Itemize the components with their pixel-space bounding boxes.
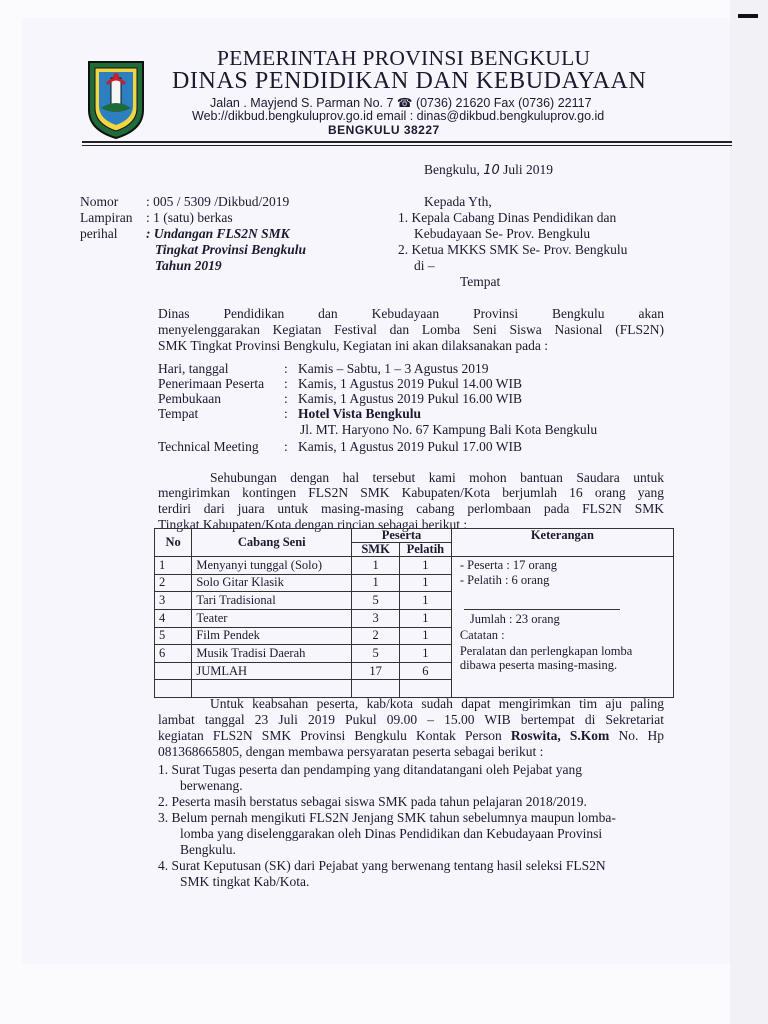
schedule-label-5: Technical Meeting bbox=[158, 439, 259, 454]
th-pelatih: Pelatih bbox=[399, 543, 451, 557]
schedule-label-2: Penerimaan Peserta bbox=[158, 376, 265, 391]
ket-jumlah: Jumlah : 23 orang bbox=[469, 612, 560, 626]
row-pelatih: 1 bbox=[399, 609, 451, 627]
row-pelatih: 1 bbox=[399, 592, 451, 610]
para3-line-2: lambat tanggal 23 Juli 2019 Pukul 09.00 – 15.00 WIB bertempat di Sekretariat bbox=[158, 712, 664, 727]
requirement-4: 4. Surat Keputusan (SK) dari Pejabat yang berwenang tentang hasil seleksi FLS2N bbox=[158, 858, 606, 873]
letterhead-rule-thin bbox=[82, 145, 732, 146]
requirement-4b: SMK tingkat Kab/Kota. bbox=[180, 874, 310, 889]
letterhead-rule bbox=[82, 141, 732, 143]
schedule-value-2: Kamis, 1 Agustus 2019 Pukul 14.00 WIB bbox=[298, 376, 523, 391]
total-label: JUMLAH bbox=[192, 662, 352, 680]
perihal-value-3: Tahun 2019 bbox=[155, 258, 222, 273]
row-no: 4 bbox=[155, 609, 192, 627]
para3-line-4: 081368665805, dengan membawa persyaratan peserta sebagai berikut : bbox=[158, 744, 544, 759]
para3-body bbox=[158, 712, 664, 760]
recipient-greeting: Kepada Yth, bbox=[424, 194, 492, 209]
blank-cell bbox=[192, 680, 352, 698]
th-no: No bbox=[155, 529, 192, 557]
schedule-colon-2: : bbox=[284, 376, 288, 391]
para3-first bbox=[210, 696, 664, 712]
ket-catatan: Catatan : bbox=[459, 628, 505, 642]
recipient-1b: Kebudayaan Se- Prov. Bengkulu bbox=[414, 226, 591, 241]
lampiran-label: Lampiran bbox=[80, 210, 133, 225]
requirement-1: 1. Surat Tugas peserta dan pendamping yang ditandatangani oleh Pejabat yang bbox=[158, 762, 583, 777]
row-cabang: Solo Gitar Klasik bbox=[192, 574, 352, 592]
blank-cell bbox=[155, 680, 192, 698]
row-cabang: Teater bbox=[192, 609, 352, 627]
intro-line-2: menyelenggarakan Kegiatan Festival dan Lomba Seni Siswa Nasional (FLS2N) bbox=[158, 322, 664, 337]
row-no: 5 bbox=[155, 627, 192, 645]
th-keterangan: Keterangan bbox=[451, 529, 673, 557]
ket-pelatih: - Pelatih : 6 orang bbox=[459, 573, 550, 587]
row-smk: 3 bbox=[352, 609, 400, 627]
table-row bbox=[155, 557, 674, 575]
row-smk: 5 bbox=[352, 645, 400, 663]
schedule-value-4-address: Jl. MT. Haryono No. 67 Kampung Bali Kota Bengkulu bbox=[300, 422, 598, 437]
blank-cell bbox=[352, 680, 400, 698]
th-cabang-seni: Cabang Seni bbox=[192, 529, 352, 557]
ket-note-2: dibawa peserta masing-masing. bbox=[459, 658, 618, 672]
schedule-label-4: Tempat bbox=[158, 406, 199, 421]
requirement-3c: Bengkulu. bbox=[180, 842, 236, 857]
perihal-label: perihal bbox=[80, 226, 118, 241]
letterhead-agency: DINAS PENDIDIKAN DAN KEBUDAYAAN bbox=[172, 68, 647, 94]
intro-line-1: Dinas Pendidikan dan Kebudayaan Provinsi Bengkulu akan bbox=[158, 306, 664, 321]
ket-note-1: Peralatan dan perlengkapan lomba bbox=[459, 644, 633, 658]
row-smk: 5 bbox=[352, 592, 400, 610]
schedule-value-3: Kamis, 1 Agustus 2019 Pukul 16.00 WIB bbox=[298, 391, 523, 406]
lampiran-value: : 1 (satu) berkas bbox=[146, 210, 233, 225]
date-month-year: Juli 2019 bbox=[503, 162, 554, 177]
total-pelatih: 6 bbox=[399, 662, 451, 680]
letterhead-web-email: Web://dikbud.bengkuluprov.go.id email : dinas@dikbud.bengkuluprov.go.id bbox=[192, 109, 605, 123]
ket-sum-rule bbox=[464, 609, 620, 610]
schedule-value-1: Kamis – Sabtu, 1 – 3 Agustus 2019 bbox=[298, 361, 489, 376]
row-no: 2 bbox=[155, 574, 192, 592]
requirement-3b: lomba yang diselenggarakan oleh Dinas Pendidikan dan Kebudayaan Provinsi bbox=[180, 826, 603, 841]
para2-line-2: mengirimkan kontingen FLS2N SMK Kabupaten/Kota berjumlah 16 orang yang bbox=[158, 485, 664, 500]
row-cabang: Tari Tradisional bbox=[192, 592, 352, 610]
row-no: 6 bbox=[155, 645, 192, 663]
letterhead-address: Jalan . Mayjend S. Parman No. 7 ☎ (0736) 21620 Fax (0736) 22117 bbox=[210, 96, 592, 110]
keterangan-cell bbox=[451, 557, 673, 698]
schedule-colon-5: : bbox=[284, 439, 288, 454]
schedule-colon-4: : bbox=[284, 406, 288, 421]
recipient-2: 2. Ketua MKKS SMK Se- Prov. Bengkulu bbox=[398, 242, 628, 257]
contact-person-name: Roswita, S.Kom bbox=[510, 728, 610, 743]
total-no bbox=[155, 662, 192, 680]
schedule-value-4: Hotel Vista Bengkulu bbox=[298, 406, 422, 421]
recipient-tempat: Tempat bbox=[460, 274, 501, 289]
contingent-table bbox=[154, 528, 674, 698]
provincial-emblem-icon bbox=[85, 58, 147, 140]
th-smk: SMK bbox=[352, 543, 400, 557]
schedule-label-1: Hari, tanggal bbox=[158, 361, 229, 376]
letterhead-city: BENGKULU 38227 bbox=[328, 123, 440, 137]
schedule-colon-1: : bbox=[284, 361, 288, 376]
scan-edge bbox=[730, 0, 768, 1024]
intro-paragraph-2 bbox=[158, 322, 664, 354]
th-peserta: Peserta bbox=[352, 529, 452, 543]
para2-body bbox=[158, 485, 664, 533]
schedule-label-3: Pembukaan bbox=[158, 391, 221, 406]
requirement-1b: berwenang. bbox=[180, 778, 243, 793]
para2-line-3: terdiri dari juara untuk masing-masing cabang perlombaan pada FLS2N SMK bbox=[158, 501, 664, 516]
para2-line-1: Sehubungan dengan hal tersebut kami mohon bantuan Saudara untuk bbox=[210, 470, 664, 485]
total-smk: 17 bbox=[352, 662, 400, 680]
para2-line-4: Tingkat Kabupaten/Kota dengan rincian sebagai berikut : bbox=[158, 517, 468, 532]
row-smk: 1 bbox=[352, 574, 400, 592]
ket-peserta: - Peserta : 17 orang bbox=[459, 558, 558, 572]
recipient-1: 1. Kepala Cabang Dinas Pendidikan dan bbox=[398, 210, 617, 225]
perihal-value-2: Tingkat Provinsi Bengkulu bbox=[155, 242, 307, 257]
row-cabang: Musik Tradisi Daerah bbox=[192, 645, 352, 663]
para3-line-1: Untuk keabsahan peserta, kab/kota sudah dapat mengirimkan tim aju paling bbox=[210, 696, 664, 711]
intro-paragraph bbox=[158, 306, 664, 322]
para3-line-3c: No. Hp bbox=[609, 728, 664, 743]
row-smk: 2 bbox=[352, 627, 400, 645]
row-no: 1 bbox=[155, 557, 192, 575]
schedule-value-5: Kamis, 1 Agustus 2019 Pukul 17.00 WIB bbox=[298, 439, 523, 454]
letterhead-government: PEMERINTAH PROVINSI BENGKULU bbox=[217, 46, 591, 70]
row-pelatih: 1 bbox=[399, 574, 451, 592]
date-place: Bengkulu, bbox=[424, 162, 480, 177]
requirement-2: 2. Peserta masih berstatus sebagai siswa SMK pada tahun pelajaran 2018/2019. bbox=[158, 794, 587, 809]
date-day-handwritten: 10 bbox=[483, 163, 500, 178]
row-pelatih: 1 bbox=[399, 557, 451, 575]
row-no: 3 bbox=[155, 592, 192, 610]
recipient-di: di – bbox=[414, 258, 435, 273]
para3-line-3 bbox=[158, 728, 664, 744]
scan-mark bbox=[738, 14, 758, 18]
row-smk: 1 bbox=[352, 557, 400, 575]
row-pelatih: 1 bbox=[399, 645, 451, 663]
intro-line-3: SMK Tingkat Provinsi Bengkulu, Kegiatan ini akan dilaksanakan pada : bbox=[158, 338, 548, 353]
para3-line-3a: kegiatan FLS2N SMK Provinsi Bengkulu Kontak Person bbox=[158, 728, 511, 743]
letter-date bbox=[424, 162, 553, 178]
row-cabang: Menyanyi tunggal (Solo) bbox=[192, 557, 352, 575]
nomor-value: : 005 / 5309 /Dikbud/2019 bbox=[146, 194, 290, 209]
requirement-3: 3. Belum pernah mengikuti FLS2N Jenjang SMK tahun sebelumnya maupun lomba- bbox=[158, 810, 616, 825]
row-pelatih: 1 bbox=[399, 627, 451, 645]
perihal-value: : Undangan FLS2N SMK bbox=[146, 226, 290, 241]
row-cabang: Film Pendek bbox=[192, 627, 352, 645]
blank-cell bbox=[399, 680, 451, 698]
letter-page bbox=[22, 18, 730, 964]
nomor-label: Nomor bbox=[80, 194, 119, 209]
schedule-colon-3: : bbox=[284, 391, 288, 406]
para2-first bbox=[210, 470, 664, 486]
